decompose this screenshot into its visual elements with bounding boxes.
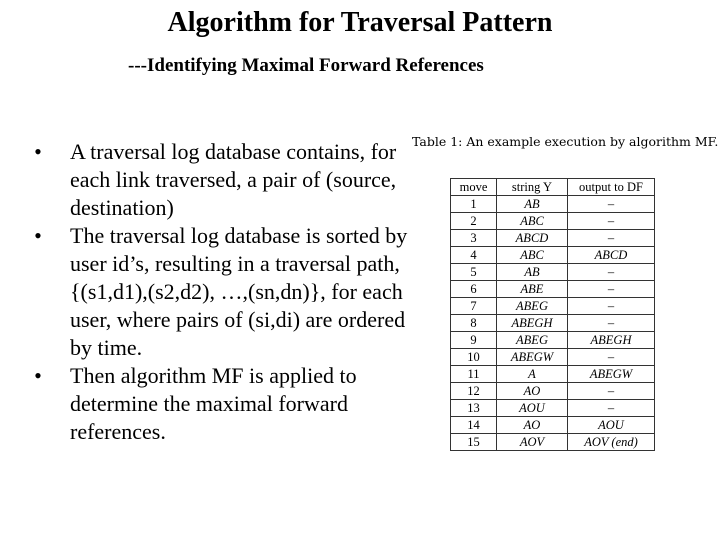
cell-output: –: [568, 349, 655, 366]
cell-move: 11: [451, 366, 497, 383]
bullet-marker: •: [34, 363, 42, 388]
cell-move: 4: [451, 247, 497, 264]
execution-table: [450, 178, 655, 451]
cell-string-y: ABC: [497, 247, 568, 264]
table-body: [451, 196, 655, 451]
table-row: [451, 383, 655, 400]
cell-output: –: [568, 281, 655, 298]
cell-string-y: ABEGW: [497, 349, 568, 366]
table-caption: Table 1: An example execution by algorithm MF.: [412, 134, 719, 149]
header-output: output to DF: [568, 179, 655, 196]
table-header-row: [451, 179, 655, 196]
cell-string-y: AB: [497, 196, 568, 213]
cell-output: ABCD: [568, 247, 655, 264]
cell-output: –: [568, 213, 655, 230]
cell-output: ABEGW: [568, 366, 655, 383]
cell-string-y: ABCD: [497, 230, 568, 247]
bullet-text: Then algorithm MF is applied to determine the maximal forward references.: [70, 363, 357, 444]
table-row: [451, 417, 655, 434]
header-move: move: [451, 179, 497, 196]
table-row: [451, 434, 655, 451]
table-row: [451, 400, 655, 417]
cell-output: –: [568, 298, 655, 315]
cell-move: 9: [451, 332, 497, 349]
cell-move: 1: [451, 196, 497, 213]
table-row: [451, 213, 655, 230]
cell-string-y: ABC: [497, 213, 568, 230]
bullet-list: [28, 138, 418, 446]
table-row: [451, 332, 655, 349]
cell-output: –: [568, 400, 655, 417]
slide-subtitle: ---Identifying Maximal Forward References: [128, 55, 484, 76]
table-row: [451, 196, 655, 213]
table-row: [451, 349, 655, 366]
cell-output: –: [568, 230, 655, 247]
cell-output: –: [568, 315, 655, 332]
cell-string-y: AB: [497, 264, 568, 281]
cell-output: –: [568, 383, 655, 400]
cell-string-y: AO: [497, 383, 568, 400]
cell-string-y: ABEGH: [497, 315, 568, 332]
cell-output: ABEGH: [568, 332, 655, 349]
table-row: [451, 366, 655, 383]
bullet-marker: •: [34, 223, 42, 248]
cell-move: 5: [451, 264, 497, 281]
cell-output: –: [568, 264, 655, 281]
table-row: [451, 230, 655, 247]
cell-move: 15: [451, 434, 497, 451]
cell-move: 8: [451, 315, 497, 332]
cell-string-y: ABE: [497, 281, 568, 298]
cell-move: 12: [451, 383, 497, 400]
bullet-item: [28, 222, 418, 362]
cell-move: 13: [451, 400, 497, 417]
cell-move: 7: [451, 298, 497, 315]
bullet-text: A traversal log database contains, for each link traversed, a pair of (source, destination): [70, 139, 397, 220]
bullet-text: The traversal log database is sorted by user id’s, resulting in a traversal path, {(s1,d1),(s2,d2), …,(sn,dn)}, for each user, where pairs of (si,di) are ordered by time.: [70, 223, 408, 360]
cell-string-y: AOU: [497, 400, 568, 417]
cell-string-y: AOV: [497, 434, 568, 451]
cell-string-y: ABEG: [497, 298, 568, 315]
table-row: [451, 281, 655, 298]
cell-output: AOU: [568, 417, 655, 434]
cell-string-y: A: [497, 366, 568, 383]
table-row: [451, 315, 655, 332]
cell-output: AOV (end): [568, 434, 655, 451]
cell-move: 6: [451, 281, 497, 298]
bullet-marker: •: [34, 139, 42, 164]
slide-title: Algorithm for Traversal Pattern: [167, 7, 553, 38]
bullet-item: [28, 138, 418, 222]
cell-string-y: ABEG: [497, 332, 568, 349]
cell-move: 2: [451, 213, 497, 230]
cell-move: 3: [451, 230, 497, 247]
table-row: [451, 264, 655, 281]
table-row: [451, 298, 655, 315]
cell-output: –: [568, 196, 655, 213]
table-row: [451, 247, 655, 264]
cell-string-y: AO: [497, 417, 568, 434]
header-string-y: string Y: [497, 179, 568, 196]
bullet-item: [28, 362, 418, 446]
cell-move: 14: [451, 417, 497, 434]
cell-move: 10: [451, 349, 497, 366]
